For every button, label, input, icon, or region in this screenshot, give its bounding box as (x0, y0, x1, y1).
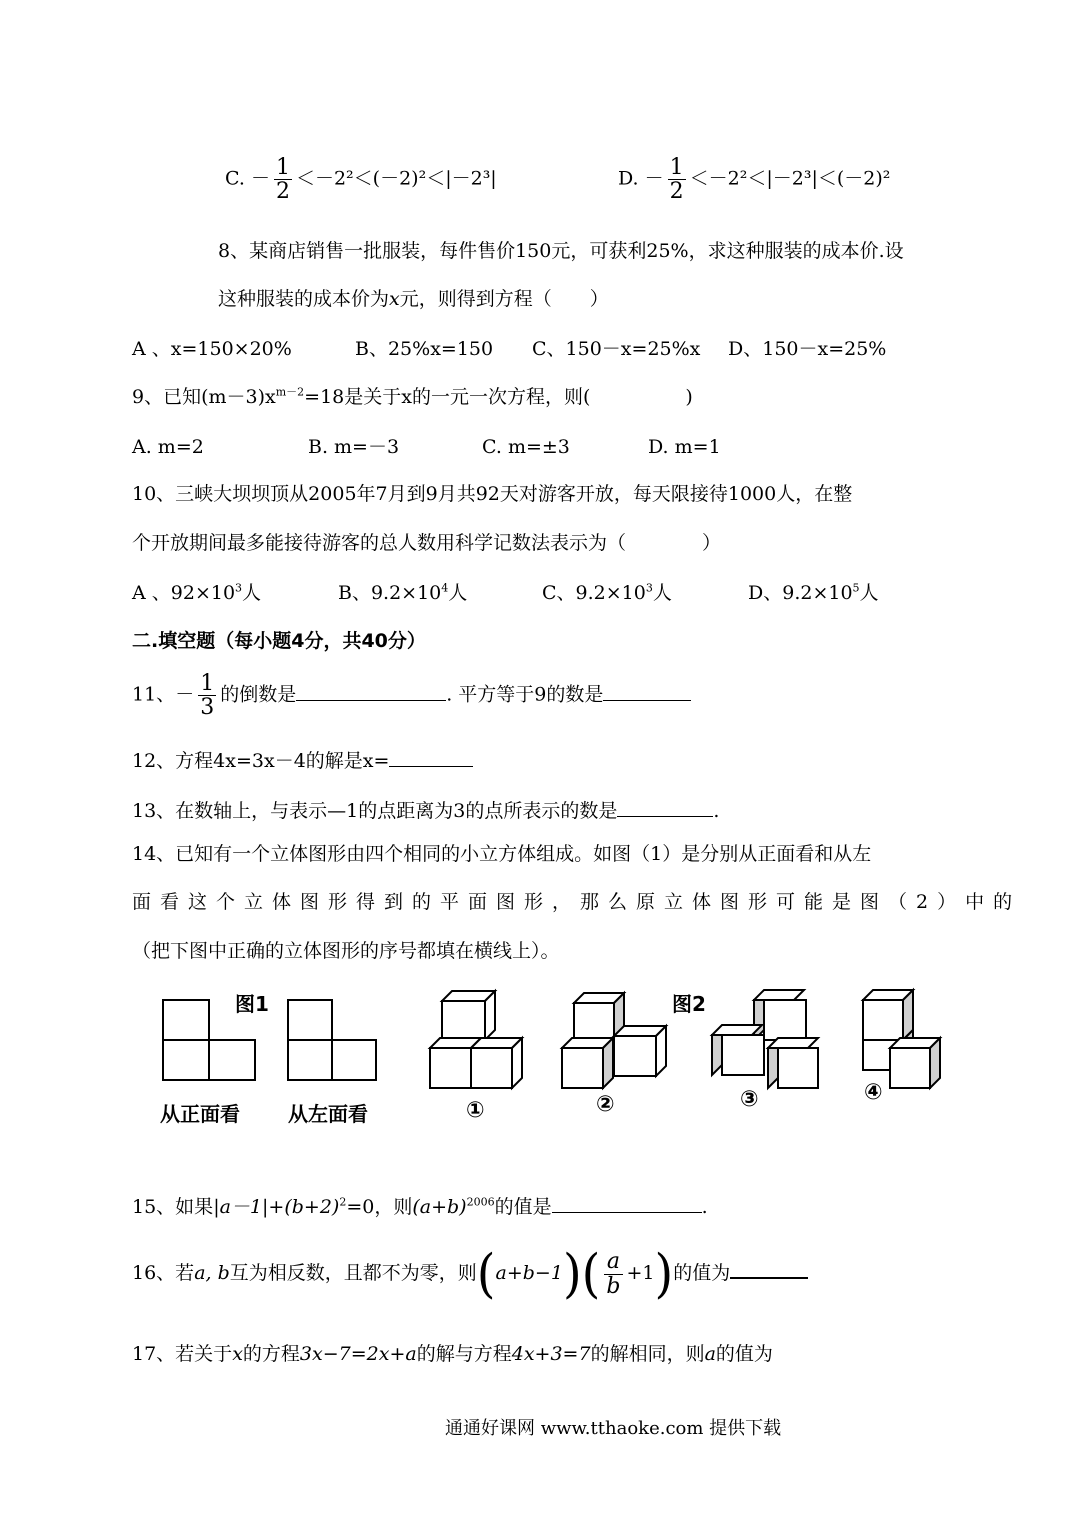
q11-text-b: . 平方等于9的数是 (446, 683, 604, 706)
q15-a: 15、如果 (132, 1196, 214, 1218)
q16-plus1: +1 (626, 1262, 655, 1284)
q8-line2-a: 这种服装的成本价为 (218, 288, 390, 310)
base: A 、92×10 (132, 582, 236, 604)
q15-exp1: 2 (339, 1195, 347, 1209)
q17-c: 的解与方程 (416, 1343, 512, 1365)
q16-c: 的值为 (673, 1262, 731, 1284)
solid-figure-2 (562, 993, 666, 1088)
q17-a-var: a (704, 1343, 716, 1365)
q16-vars: a, b (194, 1262, 230, 1284)
exp: 5 (852, 581, 860, 595)
unit: 人 (448, 582, 468, 604)
q17-eq2: 4x+3=7 (511, 1343, 591, 1365)
q10-line2: 个开放期间最多能接待游客的总人数用科学记数法表示为（ ） (132, 532, 722, 554)
unit: 人 (859, 582, 879, 604)
fig1-title: 图1 (235, 992, 269, 1016)
option-label: D. (618, 167, 639, 190)
q11-text-a: 的倒数是 (220, 683, 297, 706)
answer-blank[interactable] (552, 1192, 702, 1213)
choice-4-label: ④ (864, 1080, 883, 1105)
denominator: b (606, 1273, 621, 1299)
q15-e: 的值是 (494, 1196, 552, 1218)
q8-line1: 8、某商店销售一批服装，每件售价150元，可获利25%，求这种服装的成本价.设 (218, 240, 904, 262)
q15-expr1: |a－1|+(b+2) (213, 1196, 340, 1218)
q15-expr2: (a+b) (412, 1196, 467, 1218)
q9-exponent: m－2 (275, 385, 305, 399)
q14-line3: （把下图中正确的立体图形的序号都填在横线上）。 (132, 940, 560, 962)
q17 (132, 1345, 773, 1364)
q12-text: 12、方程4x=3x－4的解是x= (132, 750, 390, 772)
numerator: a (604, 1250, 622, 1274)
q8-var: x (389, 288, 400, 310)
minus-sign: － (250, 167, 270, 190)
q8-option-c: C、150－x=25%x (532, 338, 701, 360)
q9-option-d: D. m=1 (648, 436, 721, 458)
q15-c: =0，则 (346, 1196, 413, 1218)
base: B、9.2×10 (338, 582, 442, 604)
solid-figure-3 (712, 990, 818, 1088)
q11-num: 11、 (132, 683, 176, 706)
q9-text-a: 9、已知(m－3)x (132, 386, 276, 408)
front-view-diagram (163, 1000, 255, 1080)
q16 (132, 1243, 808, 1305)
q8-option-a: A 、x=150×20% (132, 338, 292, 360)
q8-option-d: D、150－x=25% (728, 338, 887, 360)
q17-d: 的解相同，则 (590, 1343, 705, 1365)
section-title: 二.填空题（每小题4分，共40分） (132, 630, 426, 652)
left-paren: ( (581, 1243, 601, 1305)
unit: 人 (242, 582, 262, 604)
minus-sign: － (644, 167, 664, 190)
base: C、9.2×10 (542, 582, 646, 604)
unit: 人 (652, 582, 672, 604)
numerator: 1 (200, 671, 215, 696)
q15 (132, 1192, 708, 1217)
q16-b: 互为相反数，且都不为零，则 (229, 1262, 477, 1284)
right-paren: ) (562, 1243, 582, 1305)
fraction (604, 1250, 622, 1297)
numerator: 1 (669, 155, 684, 180)
q13-text: 13、在数轴上，与表示—1的点距离为3的点所表示的数是 (132, 800, 618, 822)
q16-a: 16、若 (132, 1262, 195, 1284)
option-label: C. (225, 167, 245, 190)
fig2-title: 图2 (672, 992, 706, 1016)
choice-3-label: ③ (740, 1087, 759, 1112)
base: D、9.2×10 (748, 582, 853, 604)
answer-blank[interactable] (730, 1257, 808, 1279)
left-paren: ( (476, 1243, 496, 1305)
q14-line2: 面看这个立体图形得到的平面图形，那么原立体图形可能是图（2）中的 (132, 891, 1022, 913)
solid-figure-4 (863, 990, 940, 1088)
front-view-label: 从正面看 (160, 1102, 240, 1126)
q13-end: . (713, 800, 720, 822)
q15-end: . (701, 1196, 708, 1218)
q9-option-a: A. m=2 (132, 436, 204, 458)
denominator: 3 (200, 695, 215, 721)
left-view-diagram (288, 1000, 376, 1080)
q17-x: x (232, 1343, 243, 1365)
exp: 3 (645, 581, 653, 595)
option-text: ＜－2²＜(－2)²＜|－2³| (295, 167, 497, 190)
exp: 4 (441, 581, 449, 595)
q14-line1: 14、已知有一个立体图形由四个相同的小立方体组成。如图（1）是分别从正面看和从左 (132, 843, 872, 865)
choice-2-label: ② (596, 1092, 615, 1117)
left-view-label: 从左面看 (288, 1102, 368, 1126)
exp: 3 (235, 581, 243, 595)
q8-option-b: B、25%x=150 (355, 338, 494, 360)
denominator: 2 (275, 179, 290, 205)
q10-line1: 10、三峡大坝坝顶从2005年7月到9月共92天对游客开放，每天限接待1000人，在整 (132, 483, 853, 505)
q9-option-c: C. m=±3 (482, 436, 570, 458)
option-text: ＜－2²＜|－2³|＜(－2)² (689, 167, 891, 190)
footer-text: 通通好课网 www.tthaoke.com 提供下载 (445, 1418, 782, 1439)
q17-a: 17、若关于 (132, 1343, 233, 1365)
q17-eq1: 3x−7=2x+a (299, 1343, 417, 1365)
q15-exp2: 2006 (466, 1195, 495, 1209)
q17-b: 的方程 (242, 1343, 300, 1365)
numerator: 1 (275, 155, 290, 180)
right-paren: ) (654, 1243, 674, 1305)
solid-figure-1 (430, 991, 522, 1088)
choice-1-label: ① (466, 1098, 485, 1123)
q17-e: 的值为 (715, 1343, 773, 1365)
q16-expr1: a+b−1 (495, 1262, 563, 1284)
q9-option-b: B. m=－3 (308, 436, 400, 458)
q9-text-b: =18是关于x的一元一次方程，则( ) (304, 386, 693, 408)
q8-line2-b: 元，则得到方程（ ） (399, 288, 609, 310)
denominator: 2 (669, 179, 684, 205)
minus-sign: － (175, 683, 195, 706)
